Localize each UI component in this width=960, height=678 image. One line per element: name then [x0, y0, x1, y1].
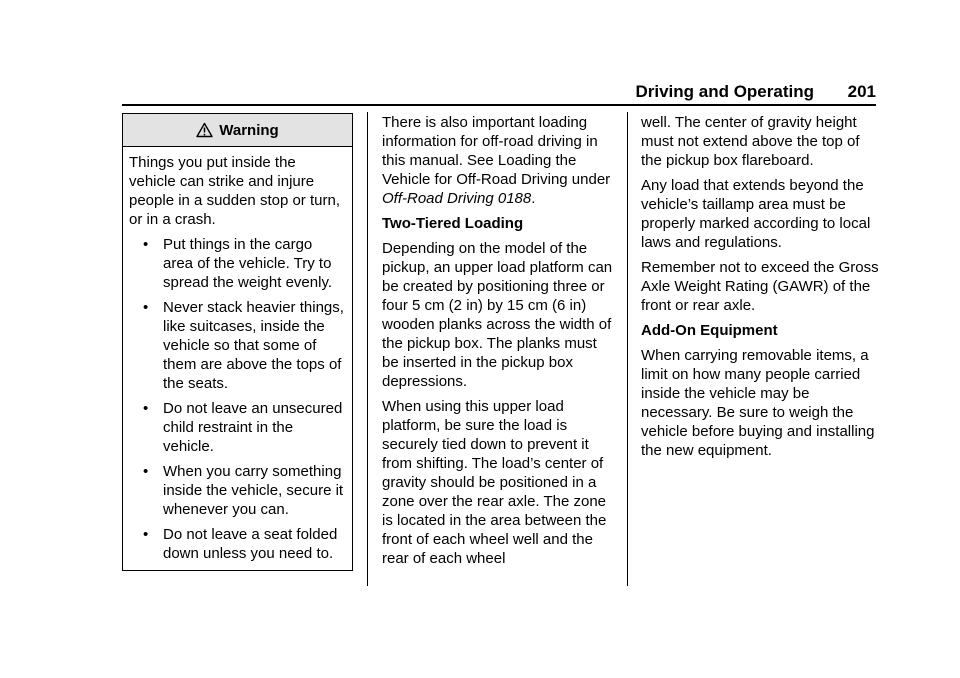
paragraph-text: There is also important loading information for off-road driving in this manual. See Loading the Vehicle for Off-Road Driving under [382, 114, 611, 188]
sentence-end: . [531, 190, 536, 207]
bullet-icon: • [143, 526, 149, 543]
warning-bullet-1 [129, 235, 346, 292]
paragraph: Remember not to exceed the Gross Axle Weight Rating (GAWR) of the front or rear axle. [641, 259, 879, 314]
paragraph: Any load that extends beyond the vehicle’s taillamp area must be properly marked according to local laws and regulations. [641, 177, 871, 251]
warning-bullet-text: When you carry something inside the vehicle, secure it whenever you can. [163, 463, 344, 518]
warning-bullet-text: Never stack heavier things, like suitcases, inside the vehicle so that some of them are above the tops of the seats. [163, 299, 344, 392]
paragraph: When carrying removable items, a limit on how many people carried inside the vehicle may be necessary. Be sure to weigh the vehicle before buying and installing the new equipment. [641, 347, 875, 459]
bullet-icon: • [143, 299, 149, 316]
warning-body [123, 147, 352, 563]
warning-bullet-text: Put things in the cargo area of the vehicle. Try to spread the weight evenly. [163, 236, 332, 291]
warning-bullet-text: Do not leave a seat folded down unless you need to. [163, 526, 338, 562]
page-number: 201 [847, 82, 876, 101]
warning-bullet-2 [129, 298, 346, 393]
text-column-middle [382, 113, 617, 574]
paragraph: Depending on the model of the pickup, an upper load platform can be created by positioning three or four 5 cm (2 in) by 15 cm (6 in) wooden planks across the width of the pickup box. The planks must be inserted in the pickup box depressions. [382, 240, 613, 390]
warning-box [122, 113, 353, 571]
warning-bullet-5 [129, 525, 346, 563]
bullet-icon: • [143, 400, 149, 417]
warning-header [123, 114, 352, 147]
warning-bullet-text: Do not leave an unsecured child restraint in the vehicle. [163, 400, 343, 455]
warning-title: Warning [219, 121, 279, 139]
warning-triangle-icon [196, 122, 213, 138]
warning-bullet-4 [129, 462, 346, 519]
column-divider-left [367, 112, 368, 586]
warning-bullet-list [129, 235, 346, 563]
column-divider-right [627, 112, 628, 586]
section-heading-two-tiered-loading: Two-Tiered Loading [382, 215, 524, 232]
paragraph: When using this upper load platform, be sure the load is securely tied down to prevent it from shifting. The load’s center of gravity should be positioned in a zone over the rear axle. The zone is located in the area between the front of each wheel well and the rear of each wheel [382, 398, 607, 567]
section-title: Driving and Operating [635, 82, 814, 101]
page-reference-number[interactable]: 188 [506, 190, 532, 207]
text-column-right [641, 113, 879, 466]
bullet-icon: • [143, 236, 149, 253]
page-reference-icon: 0 [497, 190, 507, 207]
warning-intro: Things you put inside the vehicle can strike and injure people in a sudden stop or turn, or in a crash. [129, 154, 340, 228]
section-heading-add-on-equipment: Add-On Equipment [641, 322, 778, 339]
page-header [122, 82, 876, 106]
warning-bullet-3 [129, 399, 346, 456]
cross-reference-link[interactable]: Off-Road Driving [382, 190, 494, 207]
loading-reference-paragraph [382, 113, 617, 208]
paragraph: well. The center of gravity height must not extend above the top of the pickup box flareboard. [641, 114, 860, 169]
bullet-icon: • [143, 463, 149, 480]
